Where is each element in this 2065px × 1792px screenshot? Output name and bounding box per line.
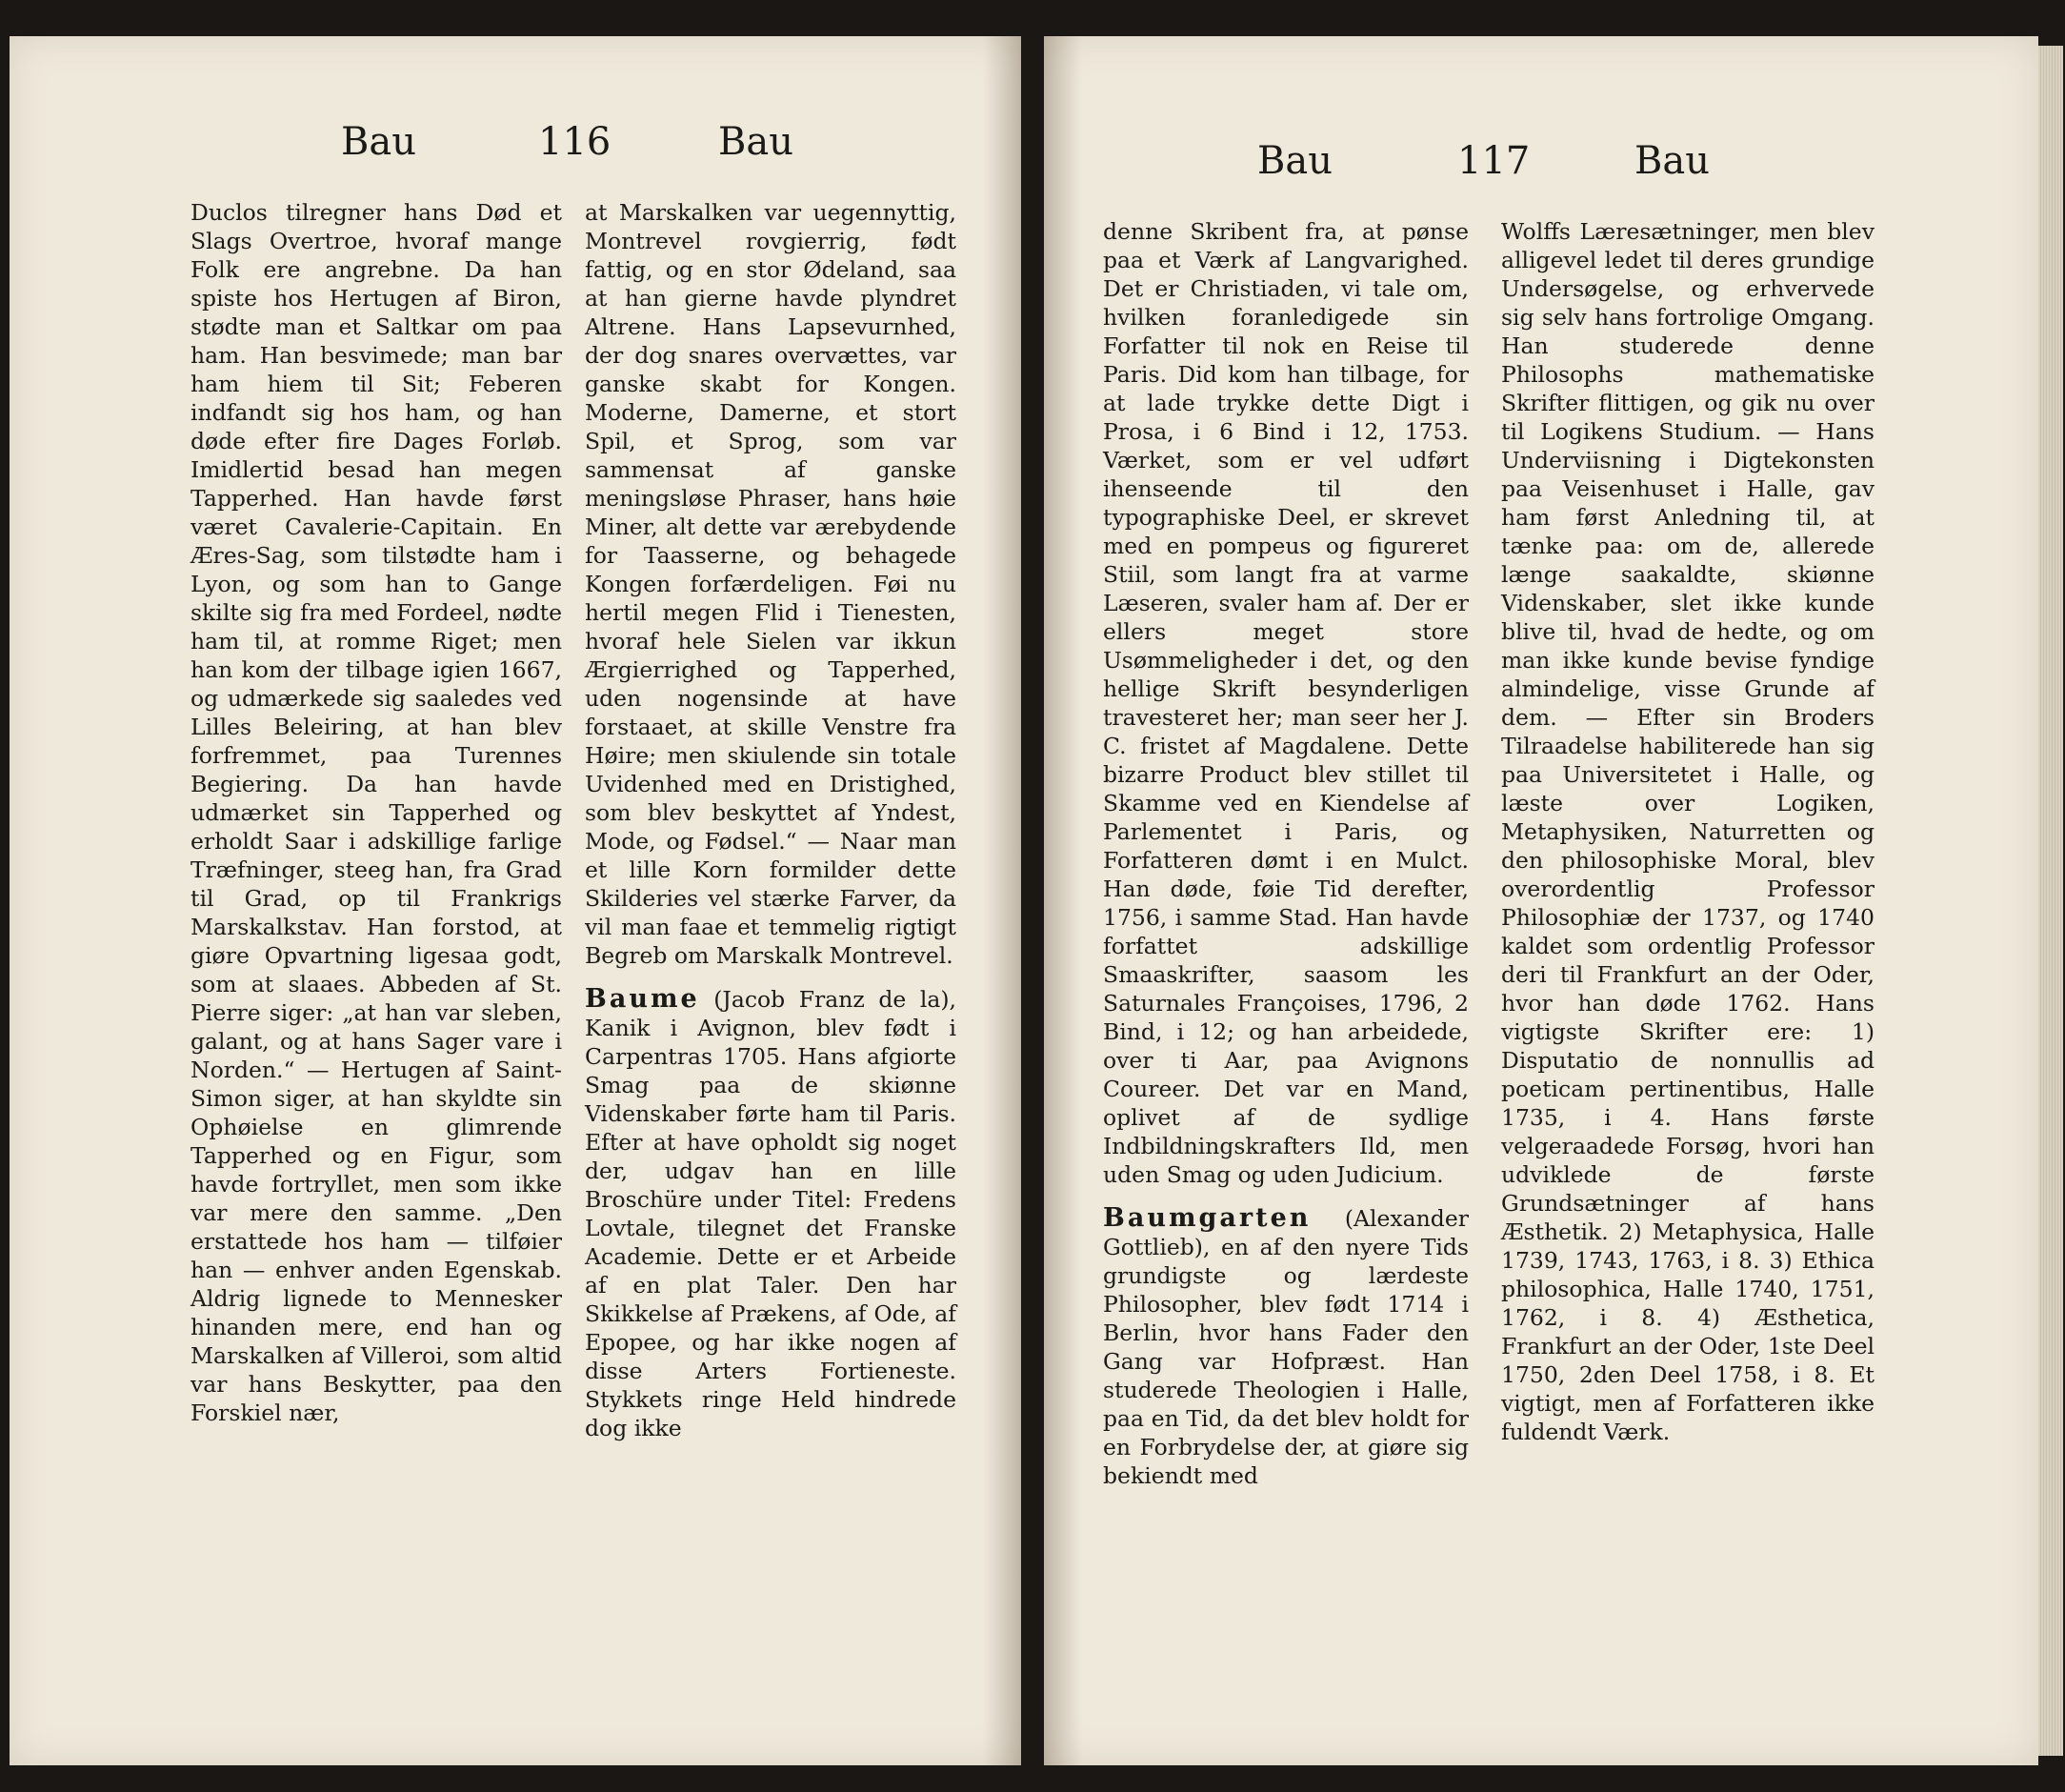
- entry-baumgarten-headword: Baumgarten: [1103, 1203, 1312, 1233]
- right-page-column-1: [1103, 217, 1469, 1490]
- left-page-number: 116: [538, 120, 611, 164]
- left-page-column-1: [190, 198, 562, 1427]
- entry-baume-headword: Baume: [585, 984, 700, 1014]
- entry-baumgarten: [1103, 1204, 1469, 1490]
- right-page-number: 117: [1457, 139, 1531, 183]
- left-page: [10, 36, 1021, 1765]
- left-header-word-left: Bau: [341, 120, 417, 164]
- paragraph-montrevel-continued: Duclos tilregner hans Død et Slags Overtroe, hvoraf mange Folk ere angrebne. Da han spiste hos Hertugen af Biron, stødte man et Saltkar om paa ham. Han besvimede; man bar ham hiem til Sit; Feberen indfandt sig hos ham, og han døde efter fire Dages Forløb. Imidlertid besad han megen Tapperhed. Han havde først været Cavalerie-Capitain. En Æres-Sag, som tilstødte ham i Lyon, og som han to Gange skilte sig fra med Fordeel, nødte ham til, at romme Riget; men han kom der tilbage igien 1667, og udmærkede sig saaledes ved Lilles Beleiring, at han blev forfremmet, paa Turennes Begiering. Da han havde udmærket sin Tapperhed og erholdt Saar i adskillige farlige Træfninger, steeg han, fra Grad til Grad, op til Frankrigs Marskalkstav. Han forstod, at giøre Opvartning ligesaa godt, som at slaaes. Abbeden af St. Pierre siger: „at han var sleben, galant, og at hans Sager vare i Norden.“ — Hertugen af Saint-Simon siger, at han skyldte sin Ophøielse en glimrende Tapperhed og en Figur, som havde fortryllet, men som ikke var mere den samme. „Den erstattede hos ham — tilføier han — enhver anden Egenskab. Aldrig lignede to Mennesker hinanden mere, end han og Marskalken af Villeroi, som altid var hans Beskytter, paa den Forskiel nær,: [190, 199, 562, 1426]
- left-page-column-2: [585, 198, 956, 1442]
- right-page-column-2: [1501, 217, 1875, 1446]
- entry-baume-text: (Jacob Franz de la), Kanik i Avignon, blev født i Carpentras 1705. Hans afgiorte Smag paa de skiønne Videnskaber førte ham til Paris. Efter at have opholdt sig noget der, udgav han en lille Broschüre under Titel: Fredens Lovtale, tilegnet det Franske Academie. Dette er et Arbeide af en plat Taler. Den har Skikkelse af Prækens, af Ode, af Epopee, og har ikke nogen af disse Arters Fortieneste. Stykkets ringe Held hindrede dog ikke: [585, 986, 956, 1441]
- right-page: [1044, 36, 2038, 1765]
- right-page-gutter-shadow: [1044, 36, 1082, 1765]
- book-page-edges: [2038, 46, 2063, 1756]
- paragraph-baumgarten-continued: Wolffs Læresætninger, men blev alligevel ledet til deres grundige Undersøgelse, og erhvervede sig selv hans fortrolige Omgang. Han studerede denne Philosophs mathematiske Skrifter flittigen, og gik nu over til Logikens Studium. — Hans Underviisning i Digtekonsten paa Veisenhuset i Halle, gav ham først Anledning til, at tænke paa: om de, allerede længe saakaldte, skiønne Videnskaber, slet ikke kunde blive til, hvad de hedte, og om man ikke kunde bevise fyndige almindelige, visse Grunde af dem. — Efter sin Broders Tilraadelse habiliterede han sig paa Universitetet i Halle, og læste over Logiken, Metaphysiken, Naturretten og den philosophiske Moral, blev overordentlig Professor Philosophiæ der 1737, og 1740 kaldet som ordentlig Professor deri til Frankfurt an der Oder, hvor han døde 1762. Hans vigtigste Skrifter ere: 1) Disputatio de nonnullis ad poeticam pertinentibus, Halle 1735, i 4. Hans første velgeraadede Forsøg, hvori han udviklede de første Grundsætninger af hans Æsthetik. 2) Metaphysica, Halle 1739, 1743, 1763, i 8. 3) Ethica philosophica, Halle 1740, 1751, 1762, i 8. 4) Æsthetica, Frankfurt an der Oder, 1ste Deel 1750, 2den Deel 1758, i 8. Et vigtigt, men af Forfatteren ikke fuldendt Værk.: [1501, 218, 1875, 1445]
- paragraph-baume-continued: denne Skribent fra, at pønse paa et Værk af Langvarighed. Det er Christiaden, vi tale om, hvilken foranledigede sin Forfatter til nok en Reise til Paris. Did kom han tilbage, for at lade trykke dette Digt i Prosa, i 6 Bind i 12, 1753. Værket, som er vel udført ihenseende til den typographiske Deel, er skrevet med en pompeus og figureret Stiil, som langt fra at varme Læseren, svaler ham af. Der er ellers meget store Usømmeligheder i det, og den hellige Skrift besynderligen travesteret her; man seer her J. C. fristet af Magdalene. Dette bizarre Product blev stillet til Skamme ved en Kiendelse af Parlementet i Paris, og Forfatteren dømt i en Mulct. Han døde, føie Tid derefter, 1756, i samme Stad. Han havde forfattet adskillige Smaaskrifter, saasom les Saturnales Françoises, 1796, 2 Bind, i 12; og han arbeidede, over ti Aar, paa Avignons Coureer. Det var en Mand, oplivet af de sydlige Indbildningskrafters Ild, men uden Smag og uden Judicium.: [1103, 218, 1469, 1188]
- paragraph-montrevel-end: at Marskalken var uegennyttig, Montrevel rovgierrig, født fattig, og en stor Ødeland, saa at han gierne havde plyndret Altrene. Hans Lapsevurnhed, der dog snares overvættes, var ganske skabt for Kongen. Moderne, Damerne, et stort Spil, et Sprog, som var sammensat af ganske meningsløse Phraser, hans høie Miner, alt dette var ærebydende for Taasserne, og behagede Kongen forfærdeligen. Føi nu hertil megen Flid i Tienesten, hvoraf hele Sielen var ikkun Ærgierrighed og Tapperhed, uden nogensinde at have forstaaet, at skille Venstre fra Høire; men skiulende sin totale Uvidenhed med en Dristighed, som blev beskyttet af Yndest, Mode, og Fødsel.“ — Naar man et lille Korn formilder dette Skilderies vel stærke Farver, da vil man faae et temmelig rigtigt Begreb om Marskalk Montrevel.: [585, 199, 956, 969]
- left-header-word-right: Bau: [718, 120, 794, 164]
- right-header-word-left: Bau: [1257, 139, 1333, 183]
- left-page-gutter-shadow: [983, 36, 1021, 1765]
- entry-baumgarten-text: (Alexander Gottlieb), en af den nyere Tids grundigste og lærdeste Philosopher, blev født 1714 i Berlin, hvor hans Fader den Gang var Hofpræst. Han studerede Theologien i Halle, paa en Tid, da det blev holdt for en Forbrydelse der, at giøre sig bekiendt med: [1103, 1205, 1469, 1489]
- right-header-word-right: Bau: [1634, 139, 1711, 183]
- entry-baume: [585, 985, 956, 1442]
